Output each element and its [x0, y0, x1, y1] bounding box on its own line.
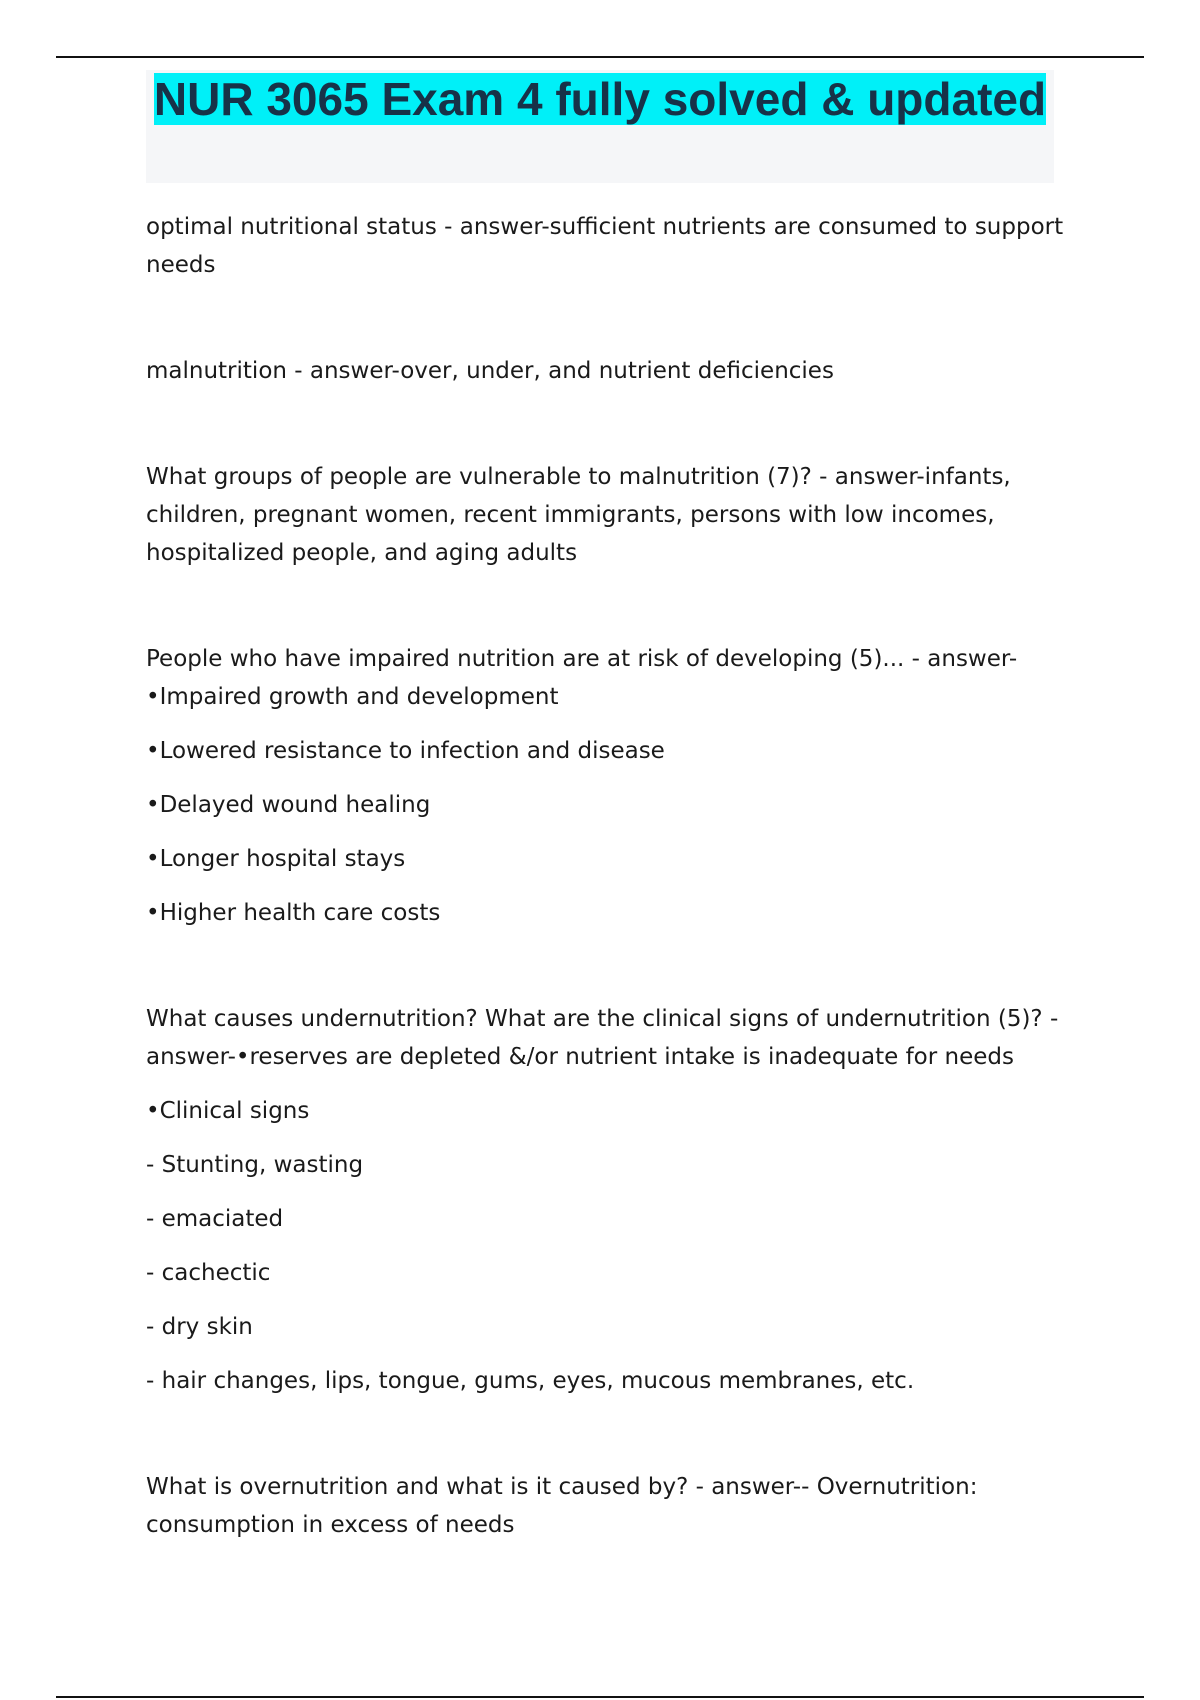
list-item: •Clinical signs	[146, 1098, 310, 1124]
list-item: - cachectic	[146, 1260, 271, 1286]
list-item: •Delayed wound healing	[146, 792, 431, 818]
qa-entry-1: optimal nutritional status - answer-sufficient nutrients are consumed to support needs	[146, 214, 1064, 278]
list-item: •Higher health care costs	[146, 900, 441, 926]
qa-entry-4: People who have impaired nutrition are at risk of developing (5)... - answer-•Impaired growth and development	[146, 646, 1018, 710]
page-title	[146, 70, 1054, 126]
qa-entry-3: What groups of people are vulnerable to malnutrition (7)? - answer-infants, children, pregnant women, recent immigrants, persons with low incomes, hospitalized people, and aging adults	[146, 464, 1011, 566]
qa-entry-6: What is overnutrition and what is it caused by? - answer-- Overnutrition: consumption in excess of needs	[146, 1474, 978, 1538]
list-item: •Lowered resistance to infection and disease	[146, 738, 665, 764]
bottom-rule	[56, 1696, 1144, 1698]
document-body	[146, 208, 1066, 1544]
title-highlight: NUR 3065 Exam 4 fully solved & updated	[153, 73, 1047, 125]
list-item: - hair changes, lips, tongue, gums, eyes, mucous membranes, etc.	[146, 1368, 915, 1394]
list-item: - Stunting, wasting	[146, 1152, 364, 1178]
top-rule	[56, 56, 1144, 58]
qa-entry-2: malnutrition - answer-over, under, and nutrient deficiencies	[146, 358, 834, 384]
title-box	[146, 70, 1054, 183]
list-item: •Longer hospital stays	[146, 846, 406, 872]
list-item: - dry skin	[146, 1314, 253, 1340]
list-item: - emaciated	[146, 1206, 284, 1232]
qa-entry-5: What causes undernutrition? What are the clinical signs of undernutrition (5)? - answer-•reserves are depleted &/or nutrient intake is inadequate for needs	[146, 1006, 1059, 1070]
